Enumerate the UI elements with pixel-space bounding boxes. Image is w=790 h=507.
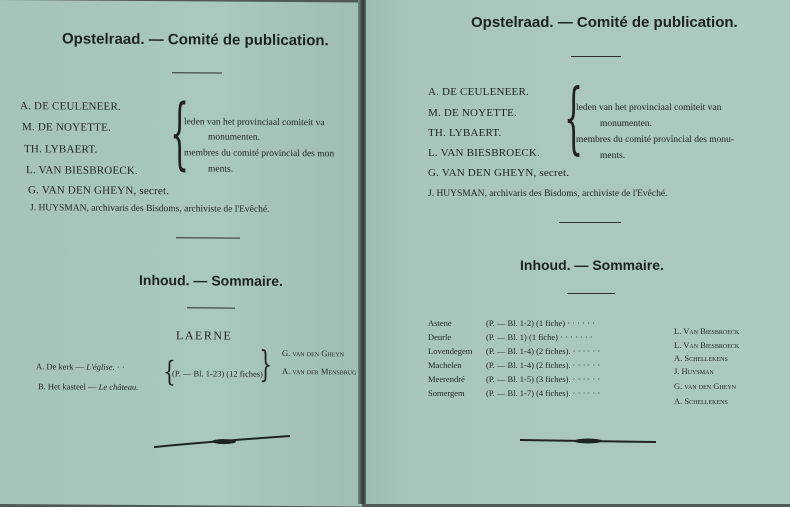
- toc-ref: (P. — Bl. 1-4) (2 fiches). · · · · · ·: [486, 360, 601, 370]
- member-note: monumenten.: [208, 132, 260, 143]
- brace: {: [163, 354, 176, 389]
- toc-author: A. Schellekens: [674, 353, 728, 363]
- toc-ref: (P. — Bl. 1-5) (3 fiches). · · · · · ·: [486, 374, 601, 384]
- member-name: TH. LYBAERT.: [428, 127, 502, 139]
- entry-author: G. van den Gheyn: [282, 347, 344, 359]
- toc-entry: A. De kerk — L'église. · ·: [36, 361, 125, 372]
- toc-row: Deurle: [428, 332, 452, 342]
- toc-ref: (P. — Bl. 1) (1 fiche) · · · · · · ·: [486, 332, 593, 342]
- toc-ref: (P. — Bl. 1-4) (2 fiches). · · · · · ·: [486, 346, 601, 356]
- entry-label: A. De kerk —: [36, 361, 87, 372]
- ornament-icon: [152, 433, 292, 452]
- left-page: [0, 0, 362, 507]
- toc-author: L. Van Biesbroeck: [674, 326, 740, 336]
- divider: [567, 293, 615, 294]
- divider: [172, 72, 222, 73]
- entry-french: Le château.: [98, 381, 139, 392]
- brace: {: [259, 342, 272, 386]
- toc-row: Meerendré: [428, 374, 465, 384]
- member-note: leden van het provinciaal comiteit va: [184, 117, 325, 129]
- brace: {: [564, 74, 584, 166]
- right-page: [366, 0, 790, 504]
- entry-label: B. Het kasteel —: [38, 381, 99, 392]
- member-name: M. DE NOYETTE.: [428, 107, 517, 119]
- committee-heading: Opstelraad. — Comité de publication.: [471, 14, 738, 31]
- toc-row: Machelen: [428, 360, 462, 370]
- divider: [559, 222, 621, 223]
- toc-author: L. Van Biesbroeck: [674, 340, 740, 350]
- entry-author: A. van der Mensbrug: [282, 365, 357, 377]
- entry-reference: (P. — Bl. 1-23) (12 fiches): [172, 368, 263, 379]
- member-name: L. VAN BIESBROECK.: [428, 147, 540, 159]
- section-title: LAERNE: [176, 328, 233, 343]
- toc-ref: (P. — Bl. 1-2) (1 fiche) · · · · · ·: [486, 318, 595, 328]
- member-note: leden van het provinciaal comiteit van: [576, 103, 722, 113]
- toc-author: G. van den Gheyn: [674, 381, 736, 391]
- toc-row: Lovendegem: [428, 346, 473, 356]
- toc-row: Somergem: [428, 388, 465, 398]
- ornament-icon: [518, 432, 658, 448]
- committee-heading: Opstelraad. — Comité de publication.: [62, 30, 329, 50]
- entry-french: L'église.: [86, 361, 115, 372]
- divider: [176, 237, 240, 238]
- member-name: L. VAN BIESBROECK.: [26, 164, 138, 177]
- toc-author: A. Schellekens: [674, 396, 728, 406]
- member-name: A. DE CEULENEER.: [20, 100, 121, 113]
- divider: [187, 307, 235, 308]
- member-name: G. VAN DEN GHEYN, secret.: [428, 167, 570, 179]
- archivist-line: J. HUYSMAN, archivaris des Bisdoms, archiviste de l'Evêché.: [30, 203, 270, 215]
- member-note: membres du comité provincial des mon: [184, 148, 335, 160]
- member-name: G. VAN DEN GHEYN, secret.: [28, 184, 170, 198]
- member-name: TH. LYBAERT.: [24, 143, 98, 156]
- toc-author: J. Huysman: [674, 366, 714, 376]
- member-name: M. DE NOYETTE.: [22, 121, 111, 134]
- member-note: monumenten.: [600, 119, 652, 129]
- brace: {: [170, 89, 190, 181]
- member-name: A. DE CEULENEER.: [428, 86, 529, 98]
- member-note: ments.: [600, 151, 626, 161]
- archivist-line: J. HUYSMAN, archivaris des Bisdoms, archiviste de l'Evêché.: [428, 189, 668, 199]
- toc-row: Astene: [428, 318, 452, 328]
- member-note: membres du comité provincial des monu-: [576, 135, 735, 145]
- contents-heading: Inhoud. — Sommaire.: [139, 271, 283, 289]
- toc-ref: (P. — Bl. 1-7) (4 fiches). · · · · · ·: [486, 388, 601, 398]
- toc-entry: [38, 381, 138, 392]
- contents-heading: Inhoud. — Sommaire.: [520, 257, 664, 273]
- member-note: ments.: [208, 164, 234, 175]
- divider: [571, 56, 621, 57]
